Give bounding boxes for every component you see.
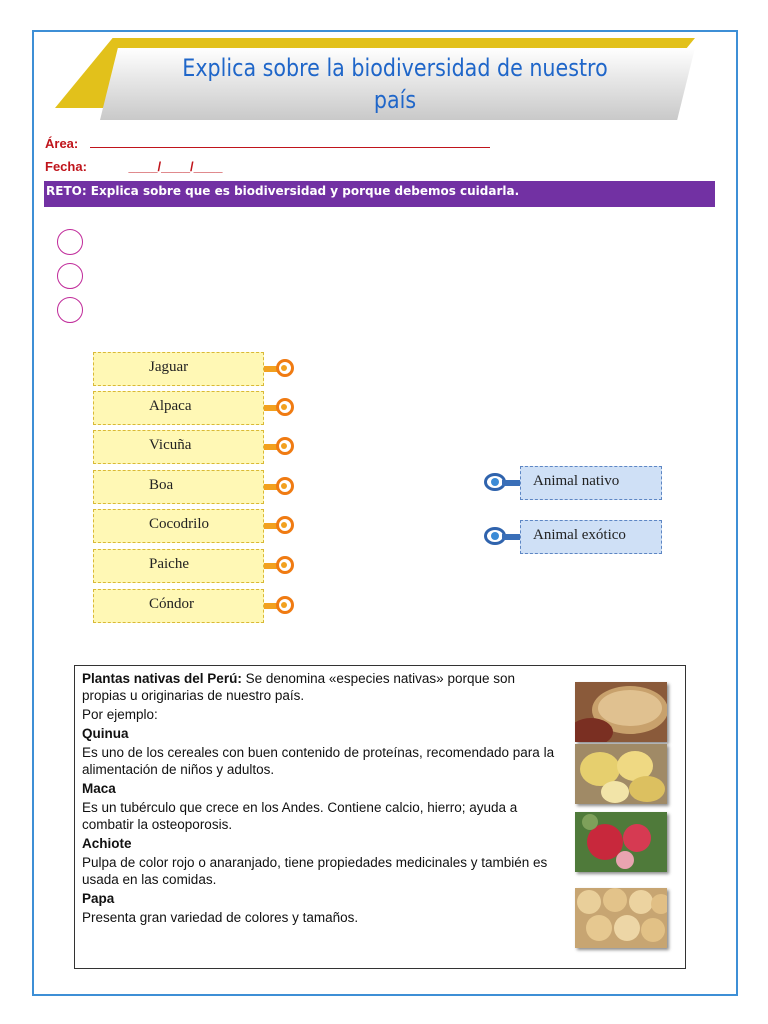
plants-info-box xyxy=(74,665,686,969)
animal-tag-alpaca[interactable] xyxy=(93,391,303,425)
plant-name-quinua: Quinua xyxy=(82,726,129,741)
page-title xyxy=(154,52,636,116)
connector-ring-icon[interactable] xyxy=(276,477,294,495)
fecha-blank[interactable]: ____/____/____ xyxy=(128,159,223,174)
animal-tag-jaguar[interactable] xyxy=(93,352,303,386)
animal-label: Cocodrilo xyxy=(149,516,209,532)
area-blank-line[interactable] xyxy=(90,137,490,148)
animal-label: Jaguar xyxy=(149,359,189,375)
area-label: Área: xyxy=(45,136,79,151)
connector-ring-icon[interactable] xyxy=(276,398,294,416)
answer-circle-3[interactable] xyxy=(57,297,83,323)
plant-name-maca: Maca xyxy=(82,781,116,796)
answer-circle-1[interactable] xyxy=(57,229,83,255)
animal-tag-vicuna[interactable] xyxy=(93,430,303,464)
maca-photo xyxy=(575,744,667,804)
quinua-photo xyxy=(575,682,667,742)
plants-intro: Plantas nativas del Perú: Se denomina «especies nativas» porque son propias u originarias de nuestro país. xyxy=(82,671,515,703)
animal-tag-boa[interactable] xyxy=(93,470,303,504)
plant-desc-quinua: Es uno de los cereales con buen contenido de proteínas, recomendado para la alimentación de niños y adultos. xyxy=(82,745,555,777)
achiote-photo xyxy=(575,812,667,872)
papa-photo xyxy=(575,888,667,948)
animal-tag-condor[interactable] xyxy=(93,589,303,623)
plant-desc-achiote: Pulpa de color rojo o anaranjado, tiene propiedades medicinales y también es usada en las comidas. xyxy=(82,855,548,887)
plant-desc-papa: Presenta gran variedad de colores y tamaños. xyxy=(82,910,359,925)
animal-label: Alpaca xyxy=(149,398,192,414)
plant-desc-maca: Es un tubérculo que crece en los Andes. Contiene calcio, hierro; ayuda a combatir la osteoporosis. xyxy=(82,800,518,832)
connector-ring-icon[interactable] xyxy=(276,437,294,455)
connector-ring-icon[interactable] xyxy=(276,516,294,534)
answer-circle-2[interactable] xyxy=(57,263,83,289)
area-field[interactable] xyxy=(45,136,490,151)
animal-label: Boa xyxy=(149,477,174,493)
plants-text xyxy=(82,670,562,928)
example-label: Por ejemplo: xyxy=(82,707,158,722)
fecha-label: Fecha: xyxy=(45,159,87,174)
title-line-2: país xyxy=(373,86,417,114)
animal-label: Paiche xyxy=(149,556,189,572)
connector-ring-icon[interactable] xyxy=(276,556,294,574)
reto-banner: RETO: Explica sobre que es biodiversidad y porque debemos cuidarla. xyxy=(44,181,715,207)
category-tag-nativo[interactable] xyxy=(482,466,664,500)
category-label: Animal nativo xyxy=(533,473,620,489)
connector-ring-icon[interactable] xyxy=(276,596,294,614)
plant-name-achiote: Achiote xyxy=(82,836,132,851)
connector-ring-icon[interactable] xyxy=(276,359,294,377)
category-tag-exotico[interactable] xyxy=(482,520,664,554)
fecha-field[interactable] xyxy=(45,159,223,174)
title-banner xyxy=(55,38,695,128)
animal-tag-paiche[interactable] xyxy=(93,549,303,583)
category-label: Animal exótico xyxy=(533,527,626,543)
animal-tag-cocodrilo[interactable] xyxy=(93,509,303,543)
title-line-1: Explica sobre la biodiversidad de nuestro xyxy=(182,54,608,82)
animal-label: Cóndor xyxy=(149,596,194,612)
plant-name-papa: Papa xyxy=(82,891,115,906)
animal-label: Vicuña xyxy=(149,437,192,453)
